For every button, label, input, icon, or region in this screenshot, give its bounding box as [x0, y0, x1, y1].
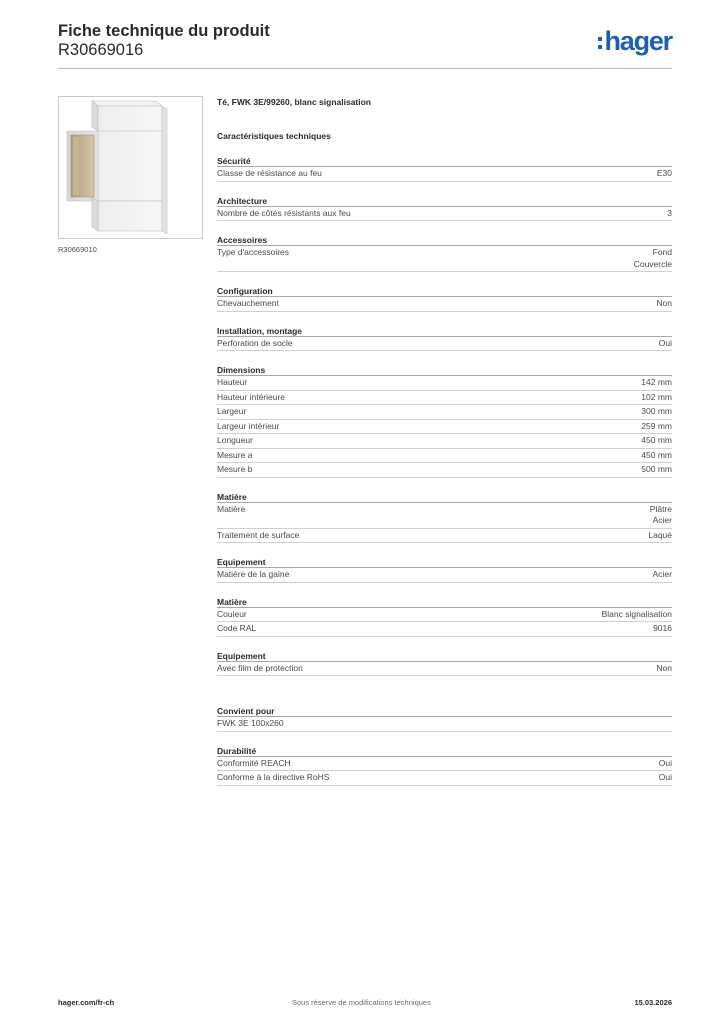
- hager-logo[interactable]: [598, 26, 672, 56]
- spec-row: [217, 529, 672, 544]
- footer-date: 15.03.2026: [634, 998, 672, 1007]
- spec-row: [217, 376, 672, 391]
- section-securite: [217, 155, 672, 182]
- logo-text: hager: [604, 26, 672, 56]
- spec-label: Mesure b: [217, 464, 253, 474]
- spec-label: Nombre de côtés résistants aux feu: [217, 207, 351, 218]
- spec-value: [650, 504, 672, 527]
- spec-row: [217, 449, 672, 464]
- spec-row: [217, 337, 672, 352]
- product-image: [58, 96, 203, 239]
- spec-row: [217, 622, 672, 637]
- section-title: Durabilité: [217, 745, 672, 757]
- spec-row: [217, 463, 672, 478]
- spec-row: [217, 434, 672, 449]
- spec-value: [634, 247, 672, 270]
- product-reference: R30669016: [58, 41, 144, 59]
- spec-row: [217, 717, 672, 732]
- section-configuration: [217, 285, 672, 312]
- spec-row: [217, 207, 672, 222]
- section-equipement: [217, 556, 672, 583]
- section-title: Convient pour: [217, 705, 672, 717]
- section-title: Installation, montage: [217, 325, 672, 337]
- specifications: [217, 96, 672, 786]
- spec-value-line: Plâtre: [649, 503, 672, 514]
- section-title: Matière: [217, 596, 672, 608]
- spec-row: [217, 420, 672, 435]
- spec-value: E30: [656, 168, 672, 178]
- spec-value: 259 mm: [641, 420, 672, 431]
- spec-row: [217, 391, 672, 406]
- section-title: Architecture: [217, 195, 672, 207]
- spec-label: Largeur: [217, 406, 247, 416]
- spec-value: 102 mm: [641, 391, 672, 402]
- spec-value: 3: [667, 207, 672, 218]
- spec-row: [217, 405, 672, 420]
- spec-value: 500 mm: [641, 464, 672, 474]
- spec-row: [217, 297, 672, 312]
- spec-value: Blanc signalisation: [601, 608, 672, 619]
- section-title: Accessoires: [217, 234, 672, 246]
- compatible-product: FWK 3E 100x260: [217, 718, 284, 728]
- spec-row: [217, 503, 672, 529]
- spec-value-line: Couvercle: [633, 258, 672, 269]
- spec-label: Hauteur: [217, 377, 248, 387]
- spec-label: Conformité REACH: [217, 757, 291, 768]
- spec-value: Oui: [658, 772, 672, 782]
- spec-label: Perforation de socle: [217, 337, 293, 348]
- spec-label: Mesure a: [217, 449, 253, 460]
- spec-label: Classe de résistance au feu: [217, 168, 322, 178]
- spec-value: Oui: [658, 757, 672, 768]
- section-matiere-couleur: [217, 596, 672, 637]
- spec-label: Largeur intérieur: [217, 420, 280, 431]
- section-title: Matière: [217, 491, 672, 503]
- spec-row: [217, 608, 672, 623]
- section-convient-pour: [217, 705, 672, 732]
- section-title: Dimensions: [217, 364, 672, 376]
- spec-row: [217, 568, 672, 583]
- section-durabilite: [217, 745, 672, 786]
- spec-value: 142 mm: [641, 377, 672, 387]
- page-header: [58, 22, 672, 68]
- document-title: Fiche technique du produit: [58, 22, 270, 40]
- spec-value: Non: [656, 662, 672, 673]
- spec-row: [217, 167, 672, 182]
- section-title: Configuration: [217, 285, 672, 297]
- section-title: Sécurité: [217, 155, 672, 167]
- tee-duct-illustration: [59, 97, 202, 238]
- spec-value-line: Fond: [652, 247, 672, 257]
- spec-value: 9016: [653, 623, 672, 633]
- section-architecture: [217, 195, 672, 222]
- spec-row: [217, 771, 672, 786]
- spec-label: Matière de la gaine: [217, 569, 290, 579]
- spec-value: 300 mm: [641, 406, 672, 416]
- spec-label: Avec film de protection: [217, 662, 303, 673]
- spec-label: Hauteur intérieure: [217, 391, 286, 402]
- spec-label: Conforme à la directive RoHS: [217, 772, 330, 782]
- footer-website-link[interactable]: hager.com/fr-ch: [58, 998, 115, 1007]
- section-accessoires: [217, 234, 672, 272]
- section-installation: [217, 325, 672, 352]
- spec-value: 450 mm: [641, 449, 672, 460]
- section-matiere: [217, 491, 672, 544]
- image-caption: R30669010: [58, 245, 97, 254]
- spec-row: [217, 757, 672, 772]
- spec-label: Traitement de surface: [217, 529, 300, 540]
- spec-row: [217, 662, 672, 677]
- spec-value: Acier: [652, 569, 672, 579]
- spec-value-line: Acier: [652, 515, 672, 525]
- specs-heading: Caractéristiques techniques: [217, 131, 331, 141]
- section-equipement-film: [217, 650, 672, 677]
- section-dimensions: [217, 364, 672, 478]
- header-divider: [58, 68, 672, 69]
- spec-label: Code RAL: [217, 623, 257, 633]
- section-title: Equipement: [217, 556, 672, 568]
- spec-value: Non: [656, 298, 672, 308]
- spec-value: Oui: [658, 337, 672, 348]
- spec-label: Longueur: [217, 435, 253, 445]
- spec-row: [217, 246, 672, 272]
- section-title: Equipement: [217, 650, 672, 662]
- product-name: Té, FWK 3E/99260, blanc signalisation: [217, 97, 371, 107]
- footer-disclaimer: Sous réserve de modifications techniques: [292, 998, 431, 1007]
- spec-label: Chevauchement: [217, 298, 279, 308]
- spec-label: Couleur: [217, 608, 247, 619]
- spec-label: Type d'accessoires: [217, 247, 290, 257]
- logo-colon-icon: [598, 37, 602, 49]
- spec-value: Laqué: [648, 529, 672, 540]
- spec-label: Matière: [217, 503, 246, 514]
- spec-value: 450 mm: [641, 435, 672, 445]
